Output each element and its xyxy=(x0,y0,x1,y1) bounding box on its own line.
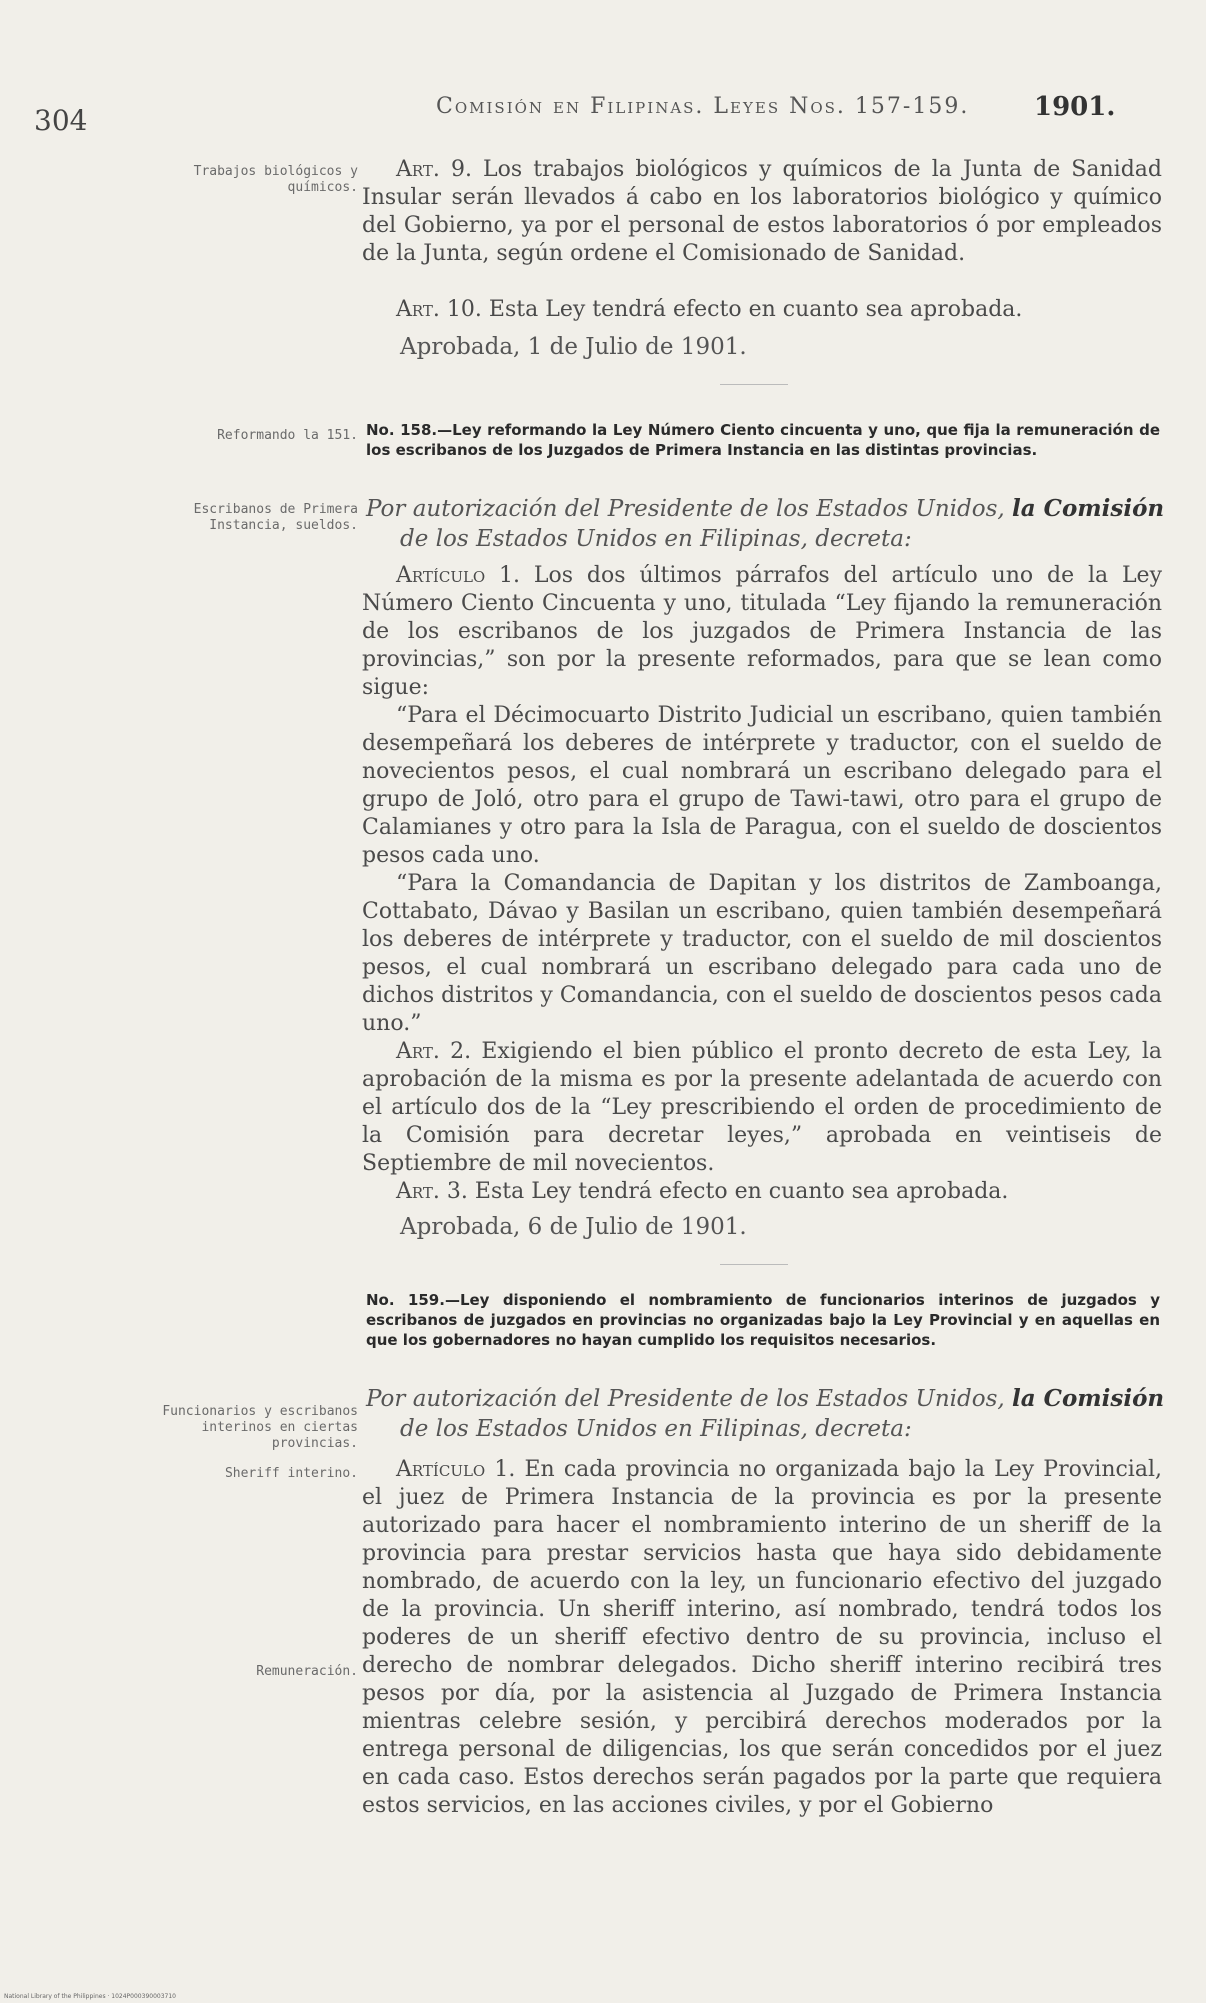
decree-commission: la Comisión xyxy=(1012,495,1165,522)
article-text: En cada provincia no organizada bajo la Ley Provincial, el juez de Primera Instancia de la provincia es por la presente autorizado para hacer el nombramiento interino de un sheriff de la provincia para prestar servicios hasta que haya sido debidamente nombrado, de acuerdo con la ley, un funcionario efectivo del juzgado de la provincia. Un sheriff interino, así nombrado, tendrá todos los poderes de un sheriff efectivo dentro de su provincia, incluso el derecho de nombrar delegados. Dicho sheriff interino recibirá tres pesos por día, por la asistencia al Juzgado de Primera Instancia mientras celebre sesión, y percibirá derechos moderados por la entrega personal de diligencias, los que serán concedidos por el juez en cada caso. Estos derechos serán pagados por la parte que requiera estos servicios, en las acciones civiles, y por el Gobierno xyxy=(362,1457,1162,1818)
law158-article-2 xyxy=(362,1038,1162,1178)
article-text: Esta Ley tendrá efecto en cuanto sea aprobada. xyxy=(474,1179,1009,1204)
running-title: Comisión en Filipinas. Leyes Nos. 157-159. xyxy=(436,94,970,119)
decree-text-continued: de los Estados Unidos en Filipinas, decreta: xyxy=(400,1416,912,1442)
article-label: Art. 10. xyxy=(396,297,482,322)
section-divider xyxy=(720,384,788,385)
law159-article-1 xyxy=(362,1456,1162,1820)
law158-article-3 xyxy=(362,1178,1162,1206)
law159-heading xyxy=(366,1290,1160,1350)
margin-note-interim-officials: Funcionarios y escribanos interinos en ciertas provincias. xyxy=(162,1404,358,1451)
article-text: Los trabajos biológicos y químicos de la Junta de Sanidad Insular serán llevados á cabo en los laboratorios biológico y químico del Gobierno, ya por el personal de estos laboratorios ó por empleados de la Junta, según ordene el Comisionado de Sanidad. xyxy=(362,157,1162,266)
article-label: Artículo 1. xyxy=(396,1457,516,1482)
decree-text-continued: de los Estados Unidos en Filipinas, decreta: xyxy=(400,526,912,552)
page-year: 1901. xyxy=(1034,92,1116,122)
law-title: —Ley reformando la Ley Número Ciento cincuenta y uno, que fija la remuneración de los escribanos de los Juzgados de Primera Instancia en las distintas provincias. xyxy=(366,421,1160,459)
law-title: —Ley disponiendo el nombramiento de funcionarios interinos de juzgados y escribanos de juzgados en provincias no organizadas bajo la Ley Provincial y en aquellas en que los gobernadores no hayan cumplido los requisitos necesarios. xyxy=(366,1291,1160,1349)
margin-note-amending-151: Reformando la 151. xyxy=(217,428,358,443)
margin-note-clerks-salaries: Escribanos de Primera Instancia, sueldos. xyxy=(193,502,358,533)
scan-credit: National Library of the Philippines · 1024P000390003710 xyxy=(4,1993,176,2000)
law158-heading xyxy=(366,420,1160,460)
decree-text: Por autorización del Presidente de los Estados Unidos, xyxy=(366,496,1005,522)
article-label: Art. 2. xyxy=(396,1039,472,1064)
margin-note-remuneration: Remuneración. xyxy=(256,1664,358,1679)
article-text: Exigiendo el bien público el pronto decreto de esta Ley, la aprobación de la misma es por la presente adelantada de acuerdo con el artículo dos de la “Ley prescribiendo el orden de procedimiento de la Comisión para decretar leyes,” aprobada en veintiseis de Septiembre de mil novecientos. xyxy=(362,1039,1162,1176)
margin-note-biological-works: Trabajos biológicos y químicos. xyxy=(193,164,358,195)
article-text: Los dos últimos párrafos del artículo uno de la Ley Número Ciento Cincuenta y uno, titulada “Ley fijando la remuneración de los escribanos de los juzgados de Primera Instancia de las provincias,” son por la presente reformados, para que se lean como sigue: xyxy=(362,563,1162,700)
law157-article-10 xyxy=(362,296,1162,324)
law158-quoted-paragraph-1: “Para el Décimocuarto Distrito Judicial un escribano, quien también desempeñará los deberes de intérprete y traductor, con el sueldo de novecientos pesos, el cual nombrará un escribano delegado para el grupo de Joló, otro para el grupo de Tawi-tawi, otro para el grupo de Calamianes y otro para la Isla de Paragua, con el sueldo de doscientos pesos cada uno. xyxy=(362,703,1162,868)
article-text: Esta Ley tendrá efecto en cuanto sea aprobada. xyxy=(488,297,1023,322)
decree-text: Por autorización del Presidente de los Estados Unidos, xyxy=(366,1386,1005,1412)
law-number: No. 159. xyxy=(366,1291,445,1309)
law158-enacting-clause xyxy=(366,494,1166,554)
law158-quoted-paragraph-2: “Para la Comandancia de Dapitan y los distritos de Zamboanga, Cottabato, Dávao y Basilan un escribano, quien también desempeñará los deberes de intérprete y traductor, con el sueldo de mil doscientos pesos, el cual nombrará un escribano delegado para cada uno de dichos distritos y Comandancia, con el sueldo de doscientos pesos cada uno.” xyxy=(362,871,1162,1036)
law157-approval-date: Aprobada, 1 de Julio de 1901. xyxy=(400,334,747,360)
law159-enacting-clause xyxy=(366,1384,1166,1444)
decree-commission: la Comisión xyxy=(1012,1385,1165,1412)
article-label: Artículo 1. xyxy=(396,563,521,588)
article-label: Art. 9. xyxy=(396,157,472,182)
law158-article-1 xyxy=(362,562,1162,702)
page-number: 304 xyxy=(34,104,88,137)
margin-note-interim-sheriff: Sheriff interino. xyxy=(224,1466,358,1481)
article-label: Art. 3. xyxy=(396,1179,468,1204)
law-number: No. 158. xyxy=(366,421,438,439)
law157-article-9 xyxy=(362,156,1162,268)
section-divider xyxy=(720,1264,788,1265)
law158-approval-date: Aprobada, 6 de Julio de 1901. xyxy=(400,1214,747,1240)
